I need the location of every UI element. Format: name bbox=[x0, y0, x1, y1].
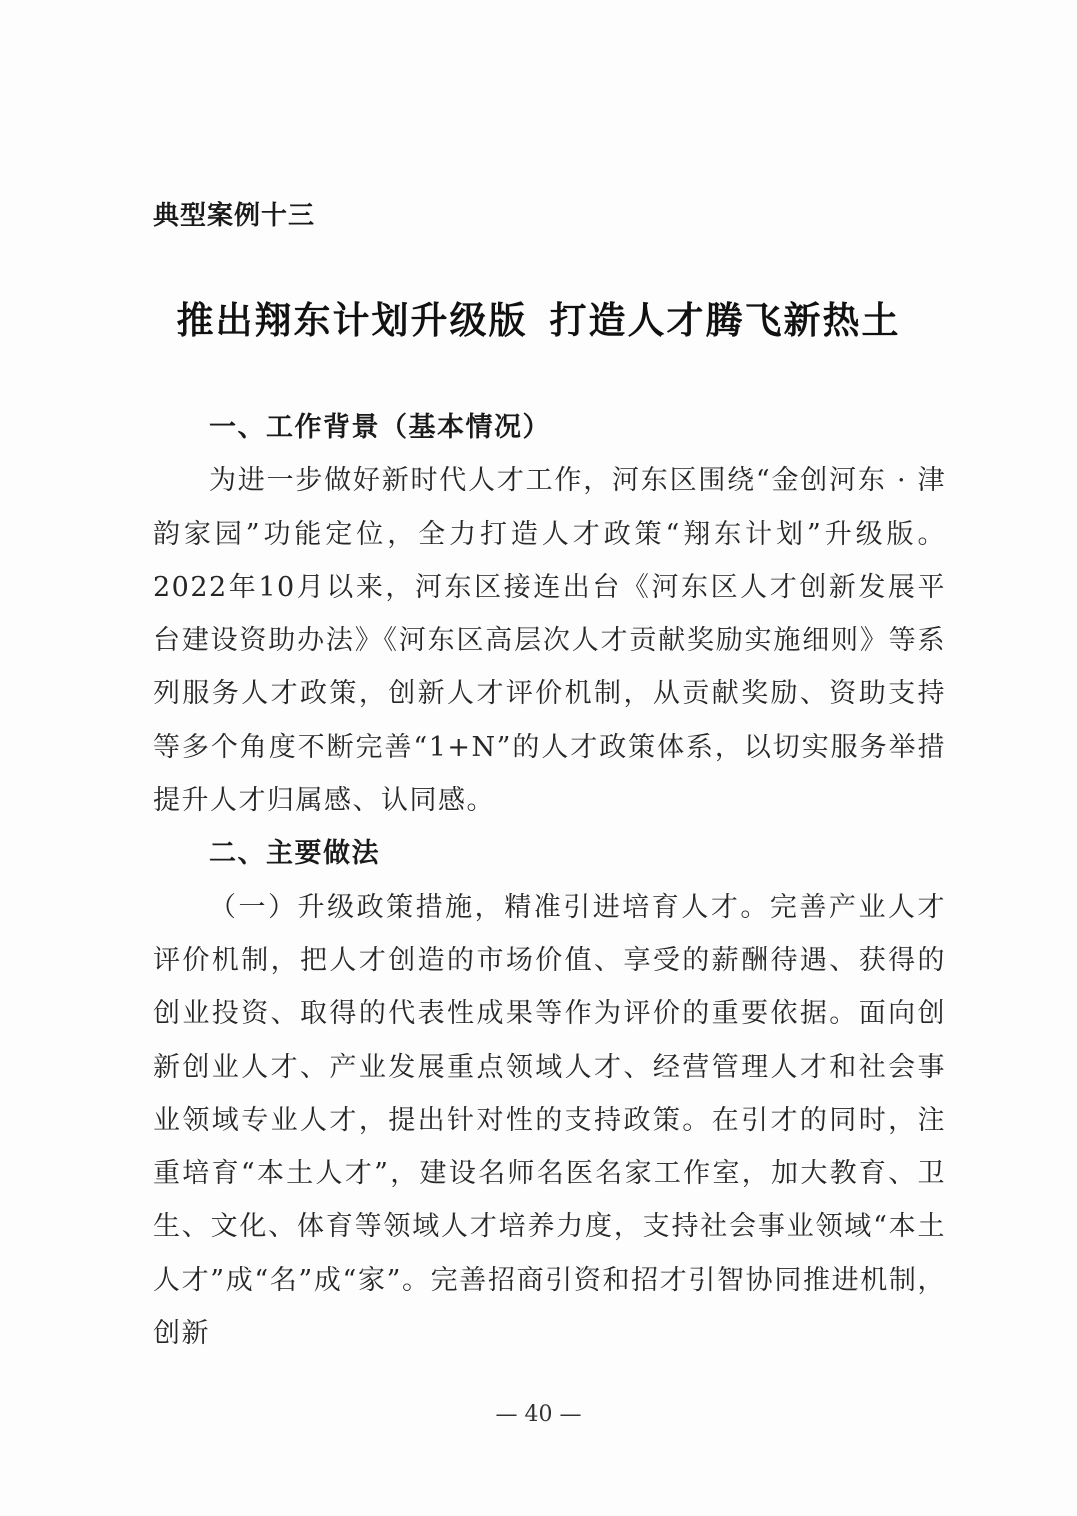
document-body bbox=[153, 401, 946, 1360]
section-heading-main-practices: 二、主要做法 bbox=[209, 838, 380, 870]
document-title bbox=[0, 290, 1077, 344]
section-heading-background: 一、工作背景（基本情况） bbox=[209, 412, 551, 443]
title-part-2: 打造人才腾飞新热土 bbox=[549, 298, 901, 342]
paragraph-background: 为进一步做好新时代人才工作，河东区围绕“金创河东 · 津韵家园”功能定位，全力打造人才政策“翔东计划”升级版。2022年10月以来，河东区接连出台《河东区人才创新发展平台建设资助办法》《河东区高层次人才贡献奖励实施细则》等系列服务人才政策，创新人才评价机制，从贡献奖励、资助支持等多个角度不断完善“1+N”的人才政策体系，以切实服务举措提升人才归属感、认同感。 bbox=[153, 465, 946, 817]
page-number: — 40 — bbox=[495, 1402, 582, 1427]
title-part-1: 推出翔东计划升级版 bbox=[176, 298, 528, 342]
case-label: 典型案例十三 bbox=[153, 201, 316, 231]
paragraph-policy-measures: （一）升级政策措施，精准引进培育人才。完善产业人才评价机制，把人才创造的市场价值、享受的薪酬待遇、获得的创业投资、取得的代表性成果等作为评价的重要依据。面向创新创业人才、产业发展重点领域人才、经营管理人才和社会事业领域专业人才，提出针对性的支持政策。在引才的同时，注重培育“本土人才”，建设名师名医名家工作室，加大教育、卫生、文化、体育等领域人才培养力度，支持社会事业领域“本土人才”成“名”成“家”。完善招商引资和招才引智协同推进机制，创新 bbox=[153, 891, 946, 1350]
